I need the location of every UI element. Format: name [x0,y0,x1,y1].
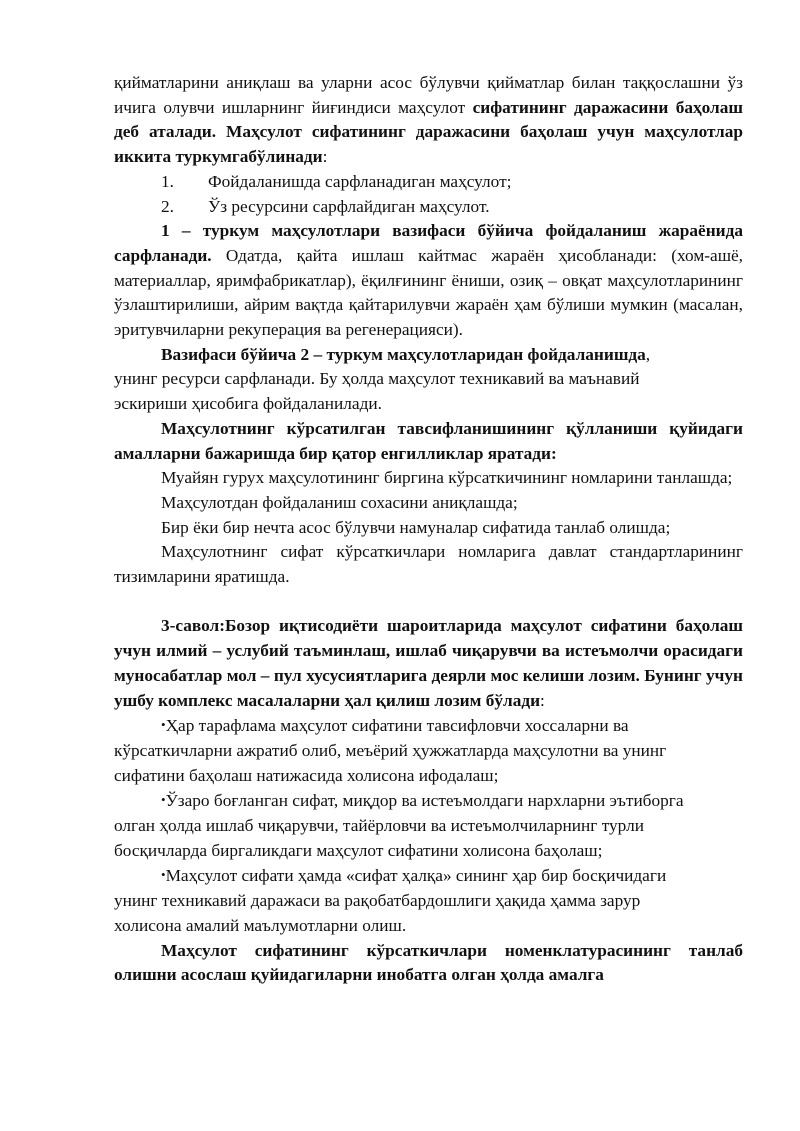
paragraph: Муайян гурух маҳсулотининг биргина кўрсаткичининг номларини танлашда; [161,468,733,488]
text-run: қийматларини аниқлаш ва уларни асос бўлувчи қийматлар билан таққослашни ўз ичига олувчи ишларнинг йиғиндиси маҳсулот [114,73,743,117]
bullet-text: Ўзаро боғланган сифат, миқдор ва истеъмолдаги нархларни эътиборга [165,791,684,811]
bullet-item [114,713,743,739]
text-run: , [645,344,651,364]
bullet-text: Ҳар тарафлама маҳсулот сифатини тавсифловчи хоссаларни ва [165,716,629,736]
bullet-item [114,863,743,889]
list-text: Фойдаланишда сарфланадиган маҳсулот; [208,171,512,191]
text-run: Одатда, қайта ишлаш кайтмас жараён ҳисобланади: (хом-ашё, материаллар, яримфабрикатлар), ёқилғининг ёниши, озиқ – овқат маҳсулотларининг ўзлаштирилиши, айрим вақтда қайтарилувчи жараён ҳам бўлиши мумкин (масалан, эритувчиларни рекуперация ва регенерацияси). [114,245,743,340]
bullet-icon: • [161,867,166,883]
list-number: 1. [161,171,174,191]
text-run: : [322,147,328,167]
bullet-text: кўрсаткичларни ажратиб олиб, меъёрий ҳужжатларда маҳсулотни ва унинг [114,740,667,760]
bold-run: сифатининг даражасини баҳолаш деб аталади. Маҳсулот сифатининг даражасини баҳолаш учун маҳсулотлар иккита туркумгабўлинади [114,97,743,167]
paragraph-type-one [114,219,743,343]
paragraph: Маҳсулотнинг сифат кўрсаткичлари номларига давлат стандартларининг тизимларини яратишда. [114,542,743,587]
bullet-item [114,788,743,814]
blank-line [114,590,743,615]
paragraph-line: эскириши ҳисобига фойдаланилади. [114,394,382,414]
paragraph-bold-final: Маҳсулот сифатининг кўрсаткичлари номенклатурасининг танлаб олишни асослаш қуйидагиларни инобатга олган ҳолда амалга [114,940,743,985]
bullet-text: холисона амалий маълумотларни олиш. [114,915,407,935]
bullet-text: Маҳсулот сифати ҳамда «сифат ҳалқа» сининг ҳар бир босқичидаги [165,866,667,886]
paragraph: Бир ёки бир нечта асос бўлувчи намуналар сифатида танлаб олишда; [161,517,671,537]
bullet-text: босқичларда биргаликдаги маҳсулот сифатини холисона баҳолаш; [114,840,603,860]
bold-run: 3-савол:Бозор иқтисодиёти шароитларида маҳсулот сифатини баҳолаш учун илмий – услубий таъминлаш, ишлаб чиқарувчи ва истеъмолчи орасидаги муносабатлар мол – пул хусусиятларига деярли мос келиши лозим. Бунинг учун ушбу комплекс масалаларни ҳал қилиш лозим бўлади [114,616,743,710]
bold-run: Вазифаси бўйича 2 – туркум маҳсулотларидан фойдаланишда [161,344,646,364]
paragraph-question-three [114,614,743,713]
list-item [114,170,743,195]
bold-run: 1 – туркум маҳсулотлари вазифаси бўйича фойдаланиш жараёнида сарфланади. [114,221,743,265]
bullet-text: сифатини баҳолаш натижасида холисона ифодалаш; [114,765,499,785]
paragraph-line: унинг ресурси сарфланади. Бу ҳолда маҳсулот техникавий ва маънавий [114,369,640,389]
list-item [114,195,743,220]
paragraph: Маҳсулотдан фойдаланиш сохасини аниқлашда; [161,492,518,512]
list-number: 2. [161,196,174,216]
text-run: : [540,690,545,710]
bullet-icon: • [161,792,166,808]
list-text: Ўз ресурсини сарфлайдиган маҳсулот. [208,196,490,216]
paragraph-intro [114,71,743,170]
paragraph-bold-heading: Маҳсулотнинг кўрсатилган тавсифланишининг қўлланиши қуйидаги амалларни бажаришда бир қатор енгилликлар яратади: [114,418,743,463]
bullet-icon: • [161,717,166,733]
bullet-text: олган ҳолда ишлаб чиқарувчи, тайёрловчи ва истеъмолчиларнинг турли [114,816,644,836]
bullet-text: унинг техникавий даражаси ва рақобатбардошлиги ҳақида ҳамма зарур [114,891,641,911]
paragraph-type-two [114,343,743,368]
